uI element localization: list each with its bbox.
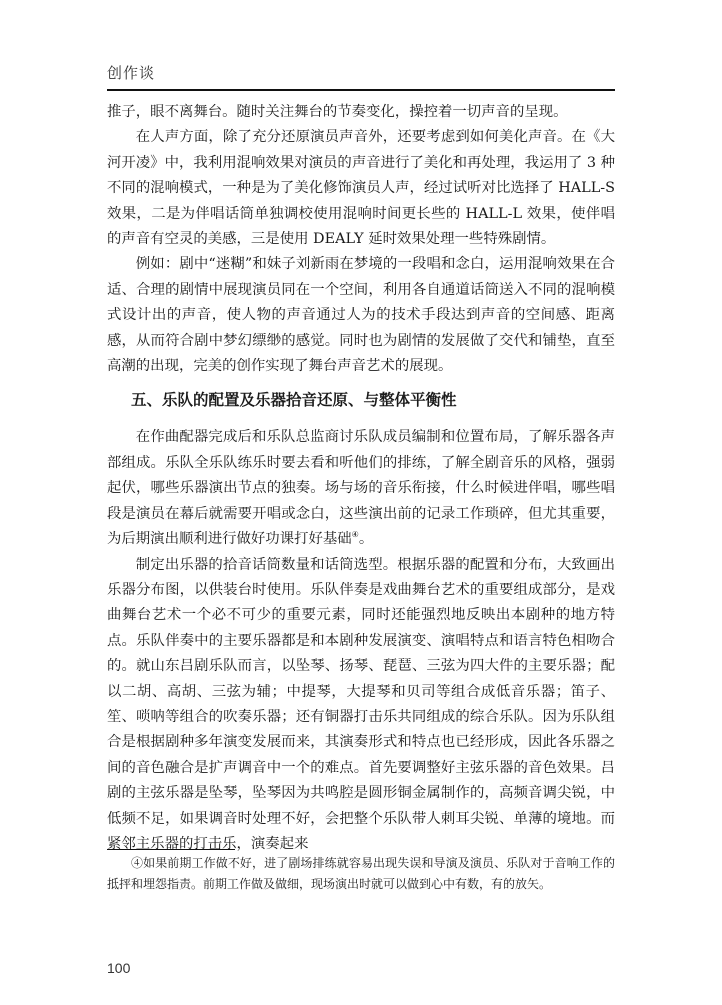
paragraph-4-text: 在作曲配器完成后和乐队总监商讨乐队成员编制和位置布局，了解乐器各声部组成。乐队全乐队练乐时要去看和听他们的排练，了解全剧音乐的风格，强弱起伏，哪些乐器演出节点的独奏。场与场的音乐衔接，什么时候进伴唱，哪些唱段是演员在幕后就需要开唱或念白，这些演出前的记录工作琐碎，但尤其重要，为后期演出顺利进行做好功课打好基础 [107, 429, 615, 548]
paragraph-4-end: 。 [358, 531, 374, 548]
paragraph-5: 制定出乐器的拾音话筒数量和话筒选型。根据乐器的配置和分布，大致画出乐器分布图，以供装台时使用。乐队伴奏是戏曲舞台艺术的重要组成部分，是戏曲舞台艺术一个必不可少的重要元素，同时还能强烈地反映出本剧种的地方特点。乐队伴奏中的主要乐器都是和本剧种发展演变、演唱特点和语言特色相吻合的。就山东吕剧乐队而言，以坠琴、扬琴、琵琶、三弦为四大件的主要乐器；配以二胡、高胡、三弦为辅；中提琴，大提琴和贝司等组合成低音乐器；笛子、笙、唢呐等组合的吹奏乐器；还有铜器打击乐共同组成的综合乐队。因为乐队组合是根据剧种多年演变发展而来，其演奏形式和特点也已经形成，因此各乐器之间的音色融合是扩声调音中一个的难点。首先要调整好主弦乐器的音色效果。吕剧的主弦乐器是坠琴，坠琴因为共鸣腔是圆形铜金属制作的，高频音调尖锐，中低频不足，如果调音时处理不好，会把整个乐队带人刺耳尖锐、单薄的境地。而紧邻主乐器的打击乐，演奏起来 [107, 556, 615, 852]
paragraph-2: 在人声方面，除了充分还原演员声音外，还要考虑到如何美化声音。在《大河开凌》中，我利用混响效果对演员的声音进行了美化和再处理，我运用了 3 种不同的混响模式，一种是为了美化修饰演员人声，经过试听对比选择了 HALL-S 效果，二是为伴唱话筒单独调校使用混响时间更长些的 HALL-L 效果，使伴唱的声音有空灵的美感，三是使用 DEALY 延时效果处理一些特殊剧情。 [107, 129, 615, 248]
running-header [107, 64, 615, 91]
header-title: 创作谈 [107, 64, 156, 82]
paragraph-4 [107, 425, 615, 552]
footnote-reference: ④ [351, 530, 359, 540]
paragraph-1: 推子，眼不离舞台。随时关注舞台的节奏变化，操控着一切声音的呈现。 [107, 104, 568, 120]
footnote: ④如果前期工作做不好，进了剧场排练就容易出现失误和导演及演员、乐队对于音响工作的抵抨和埋怨指责。前期工作做及做细，现场演出时就可以做到心中有数，有的放矢。 [107, 856, 615, 891]
footnote-rule [107, 849, 235, 850]
main-text [107, 100, 615, 857]
header-rule [107, 89, 615, 91]
section-heading: 五、乐队的配置及乐器拾音还原、与整体平衡性 [131, 391, 457, 410]
paragraph-3: 例如：剧中“迷糊”和妹子刘新雨在梦境的一段唱和念白，运用混响效果在合适、合理的剧情中展现演员同在一个空间，利用各自通道话筒送入不同的混响模式设计出的声音，使人物的声音通过人为的技术手段达到声音的空间感、距离感，从而符合剧中梦幻缥缈的感觉。同时也为剧情的发展做了交代和铺垫，直至高潮的出现，完美的创作实现了舞台声音艺术的展现。 [107, 256, 615, 375]
page-number: 100 [107, 960, 131, 976]
